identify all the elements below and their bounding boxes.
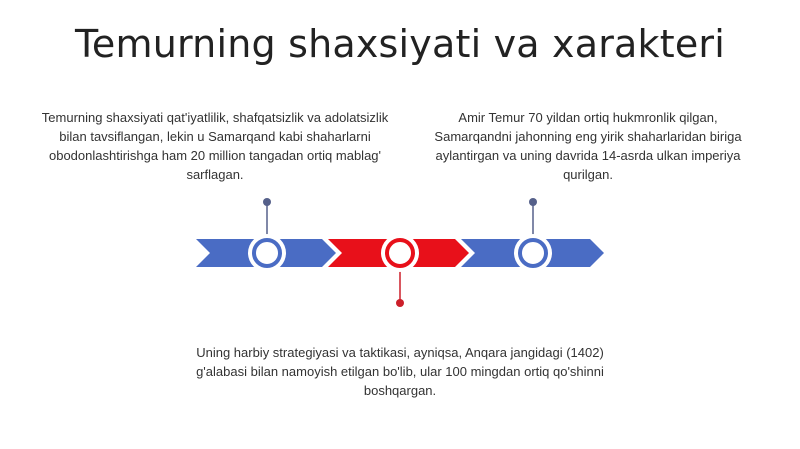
pin-center-dot-icon bbox=[396, 299, 404, 307]
pin-center bbox=[396, 268, 404, 307]
milestone-ring-icon-3 bbox=[514, 234, 552, 272]
milestone-ring-icon-1 bbox=[248, 234, 286, 272]
text-block-bottom: Uning harbiy strategiyasi va taktikasi, ayniqsa, Anqara jangidagi (1402) g'alabasi bilan namoyish etilgan bo'lib, ular 100 mingdan ortiq qo'shinni boshqargan. bbox=[196, 345, 604, 398]
pin-right-dot-icon bbox=[529, 198, 537, 206]
slide-title: Temurning shaxsiyati va xarakteri bbox=[74, 22, 726, 66]
pin-left bbox=[263, 198, 271, 238]
text-block-right: Amir Temur 70 yildan ortiq hukmronlik qilgan, Samarqandni jahonning eng yirik shaharlaridan biriga aylantirgan va uning davrida 14-asrda ulkan imperiya qurilgan. bbox=[434, 110, 742, 182]
pin-left-dot-icon bbox=[263, 198, 271, 206]
text-block-left: Temurning shaxsiyati qat'iyatlilik, shafqatsizlik va adolatsizlik bilan tavsiflangan, lekin u Samarqand kabi shaharlarni obodonlashtirishga ham 20 million tangadan ortiq mablag' sarflagan. bbox=[41, 110, 389, 182]
pin-right bbox=[529, 198, 537, 238]
milestone-ring-icon-2 bbox=[381, 234, 419, 272]
